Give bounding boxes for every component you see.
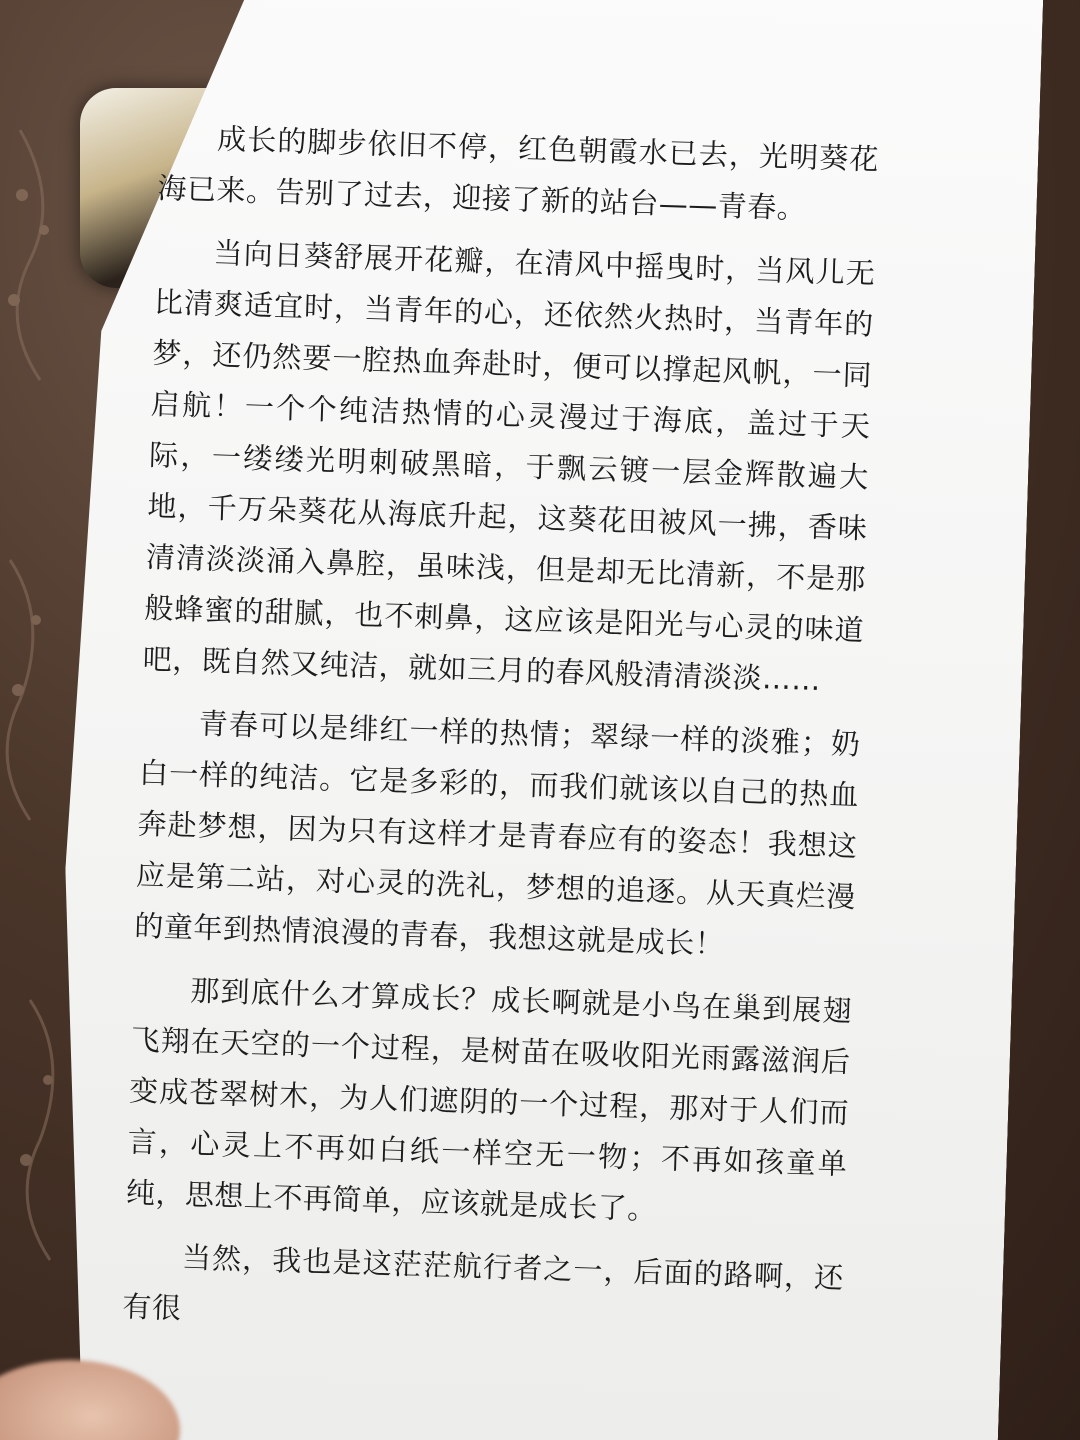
paragraph-3: 青春可以是绯红一样的热情；翠绿一样的淡雅；奶白一样的纯洁。它是多彩的，而我们就该以自己的热血奔赴梦想，因为只有这样才是青春应有的姿态！我想这应是第二站，对心灵的洗礼，梦想的追逐。从天真烂漫的童年到热情浪漫的青春，我想这就是成长！ [133,706,862,962]
essay-text [121,112,879,1367]
paragraph-4: 那到底什么才算成长？成长啊就是小鸟在巢到展翅飞翔在天空的一个过程，是树苗在吸收阳光雨露滋润后变成苍翠树木，为人们遮阴的一个过程，那对于人们而言，心灵上不再如白纸一样空无一物；不再如孩童单纯，思想上不再简单，应该就是成长了。 [125,973,853,1227]
paragraph-5: 当然，我也是这茫茫航行者之一，后面的路啊，还有很 [121,1240,845,1326]
paragraph-2: 当向日葵舒展开花瓣，在清风中摇曳时，当风儿无比清爽适宜时，当青年的心，还依然火热时，当青年的梦，还仍然要一腔热血奔赴时，便可以撑起风帆，一同启航！一个个纯洁热情的心灵漫过于海底，盖过于天际，一缕缕光明刺破黑暗，于飘云镀一层金辉散遍大地，千万朵葵花从海底升起，这葵花田被风一拂，香味清清淡淡涌入鼻腔，虽味浅，但是却无比清新，不是那般蜂蜜的甜腻，也不刺鼻，这应该是阳光与心灵的味道吧，既自然又纯洁，就如三月的春风般清清淡淡…… [142,235,876,698]
paragraph-1: 成长的脚步依旧不停，红色朝霞水已去，光明葵花海已来。告别了过去，迎接了新的站台——青春。 [157,121,880,226]
